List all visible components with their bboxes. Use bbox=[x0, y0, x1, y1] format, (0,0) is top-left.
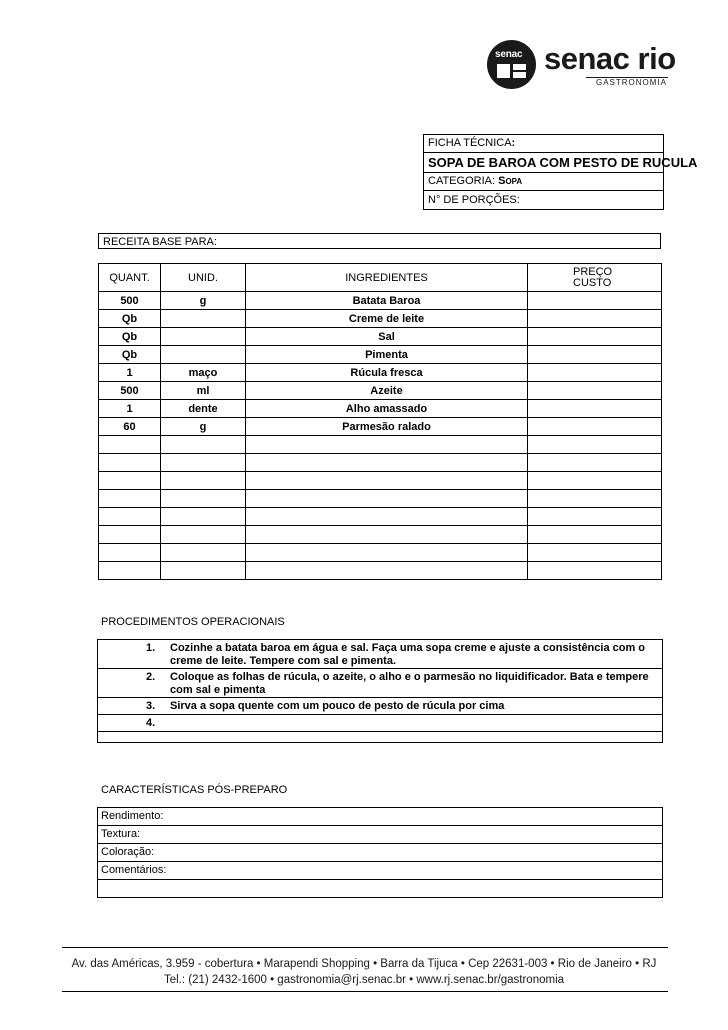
table-header-row bbox=[99, 264, 662, 292]
unid-cell: dente bbox=[161, 400, 246, 418]
preco-cell bbox=[528, 436, 662, 454]
procedures-box bbox=[97, 639, 663, 743]
preco-cell bbox=[528, 400, 662, 418]
preco-cell bbox=[528, 472, 662, 490]
ingredient-cell: Pimenta bbox=[246, 346, 528, 364]
preco-cell bbox=[528, 346, 662, 364]
table-row bbox=[99, 418, 662, 436]
procedure-step bbox=[98, 640, 662, 669]
unid-cell bbox=[161, 562, 246, 580]
senac-logo bbox=[487, 40, 677, 90]
textura-field: Textura: bbox=[98, 826, 662, 844]
preco-cell bbox=[528, 562, 662, 580]
ingredient-cell: Rúcula fresca bbox=[246, 364, 528, 382]
preco-cell bbox=[528, 364, 662, 382]
ficha-label-colon: : bbox=[511, 137, 516, 149]
step-number: 2. bbox=[146, 671, 156, 683]
footer-top-rule bbox=[62, 947, 668, 948]
quant-cell: 60 bbox=[99, 418, 161, 436]
logo-mark-text: senac bbox=[495, 49, 523, 60]
ingredient-cell bbox=[246, 454, 528, 472]
quant-cell: Qb bbox=[99, 328, 161, 346]
preco-cell bbox=[528, 310, 662, 328]
table-row bbox=[99, 400, 662, 418]
unid-cell bbox=[161, 310, 246, 328]
table-row bbox=[99, 436, 662, 454]
unid-cell bbox=[161, 346, 246, 364]
ingredient-cell bbox=[246, 490, 528, 508]
unid-cell: ml bbox=[161, 382, 246, 400]
coloracao-field: Coloração: bbox=[98, 844, 662, 862]
footer-contact: Tel.: (21) 2432-1600 • gastronomia@rj.senac.br • www.rj.senac.br/gastronomia bbox=[163, 974, 565, 986]
quant-cell bbox=[99, 490, 161, 508]
quant-cell bbox=[99, 562, 161, 580]
unid-cell: maço bbox=[161, 364, 246, 382]
ficha-tecnica-box bbox=[423, 134, 698, 210]
ingredient-cell bbox=[246, 436, 528, 454]
ingredient-cell bbox=[246, 526, 528, 544]
preco-cell bbox=[528, 382, 662, 400]
table-row bbox=[99, 328, 662, 346]
unid-cell bbox=[161, 436, 246, 454]
portions-row: N° DE PORÇÕES: bbox=[424, 190, 663, 209]
table-row bbox=[99, 490, 662, 508]
table-row bbox=[99, 310, 662, 328]
comentarios-field: Comentários: bbox=[98, 862, 662, 880]
blank-field bbox=[98, 880, 662, 897]
ficha-label-row bbox=[424, 135, 663, 152]
procedures-heading: PROCEDIMENTOS OPERACIONAIS bbox=[101, 616, 285, 628]
recipe-title: SOPA DE BAROA COM PESTO DE RUCULA bbox=[424, 152, 663, 172]
unid-cell bbox=[161, 526, 246, 544]
quant-cell: 500 bbox=[99, 382, 161, 400]
step-number: 3. bbox=[146, 700, 156, 712]
header-unid: UNID. bbox=[161, 264, 246, 292]
quant-cell bbox=[99, 508, 161, 526]
ingredients-table bbox=[98, 263, 662, 580]
caracteristicas-heading: CARACTERÍSTICAS PÓS-PREPARO bbox=[101, 784, 288, 796]
table-row bbox=[99, 562, 662, 580]
quant-cell: 1 bbox=[99, 364, 161, 382]
table-row bbox=[99, 526, 662, 544]
quant-cell bbox=[99, 526, 161, 544]
table-row bbox=[99, 364, 662, 382]
quant-cell: 1 bbox=[99, 400, 161, 418]
preco-cell bbox=[528, 526, 662, 544]
ingredient-cell: Batata Baroa bbox=[246, 292, 528, 310]
header-preco-custo bbox=[528, 264, 662, 292]
table-row bbox=[99, 346, 662, 364]
step-text: Sirva a sopa quente com um pouco de pesto de rúcula por cima bbox=[170, 700, 505, 712]
unid-cell bbox=[161, 472, 246, 490]
preco-cell bbox=[528, 508, 662, 526]
table-row bbox=[99, 382, 662, 400]
procedure-step bbox=[98, 669, 662, 698]
quant-cell bbox=[99, 472, 161, 490]
unid-cell bbox=[161, 544, 246, 562]
preco-cell bbox=[528, 418, 662, 436]
table-row bbox=[99, 508, 662, 526]
senac-logo-mark bbox=[487, 40, 536, 89]
ingredient-cell: Parmesão ralado bbox=[246, 418, 528, 436]
table-row bbox=[99, 472, 662, 490]
footer-bottom-rule bbox=[62, 991, 668, 992]
quant-cell: Qb bbox=[99, 310, 161, 328]
category-label: CATEGORIA: bbox=[428, 175, 499, 187]
unid-cell bbox=[161, 508, 246, 526]
quant-cell bbox=[99, 544, 161, 562]
preco-cell bbox=[528, 292, 662, 310]
category-initial: S bbox=[498, 175, 506, 187]
preco-cell bbox=[528, 490, 662, 508]
table-row bbox=[99, 454, 662, 472]
procedure-step bbox=[98, 698, 662, 715]
quant-cell bbox=[99, 454, 161, 472]
preco-cell bbox=[528, 328, 662, 346]
unid-cell: g bbox=[161, 292, 246, 310]
category-rest: OPA bbox=[505, 177, 523, 186]
header-quant: QUANT. bbox=[99, 264, 161, 292]
procedure-step bbox=[98, 715, 662, 732]
caracteristicas-box bbox=[97, 807, 663, 898]
quant-cell bbox=[99, 436, 161, 454]
unid-cell bbox=[161, 454, 246, 472]
preco-cell bbox=[528, 544, 662, 562]
quant-cell: Qb bbox=[99, 346, 161, 364]
ingredient-cell: Azeite bbox=[246, 382, 528, 400]
ingredient-cell bbox=[246, 508, 528, 526]
quant-cell: 500 bbox=[99, 292, 161, 310]
table-row bbox=[99, 292, 662, 310]
table-row bbox=[99, 544, 662, 562]
unid-cell bbox=[161, 328, 246, 346]
header-preco: PREÇO bbox=[573, 265, 613, 278]
step-number: 4. bbox=[146, 716, 156, 729]
ingredient-cell: Alho amassado bbox=[246, 400, 528, 418]
step-text: Cozinhe a batata baroa em água e sal. Faça uma sopa creme e ajuste a consistência com o creme de leite. Tempere com sal e pimenta. bbox=[170, 642, 646, 667]
footer-address: Av. das Américas, 3.959 - cobertura • Marapendi Shopping • Barra da Tijuca • Cep 22631-003 • Rio de Janeiro • RJ bbox=[71, 958, 657, 970]
unid-cell bbox=[161, 490, 246, 508]
ingredient-cell: Sal bbox=[246, 328, 528, 346]
logo-title: senac rio bbox=[544, 41, 676, 76]
receita-base-field: RECEITA BASE PARA: bbox=[98, 233, 661, 249]
header-ingredientes: INGREDIENTES bbox=[246, 264, 528, 292]
ingredient-cell bbox=[246, 544, 528, 562]
step-number: 1. bbox=[146, 642, 156, 654]
ficha-label: FICHA TÉCNICA bbox=[428, 137, 512, 149]
unid-cell: g bbox=[161, 418, 246, 436]
ingredient-cell: Creme de leite bbox=[246, 310, 528, 328]
header-custo: CUSTO bbox=[573, 276, 612, 289]
ingredient-cell bbox=[246, 472, 528, 490]
step-text: Coloque as folhas de rúcula, o azeite, o alho e o parmesão no liquidificador. Bata e tempere com sal e pimenta bbox=[170, 671, 649, 696]
preco-cell bbox=[528, 454, 662, 472]
ingredient-cell bbox=[246, 562, 528, 580]
logo-subtitle: GASTRONOMIA bbox=[586, 77, 668, 88]
rendimento-field: Rendimento: bbox=[98, 808, 662, 826]
category-row bbox=[424, 172, 663, 190]
